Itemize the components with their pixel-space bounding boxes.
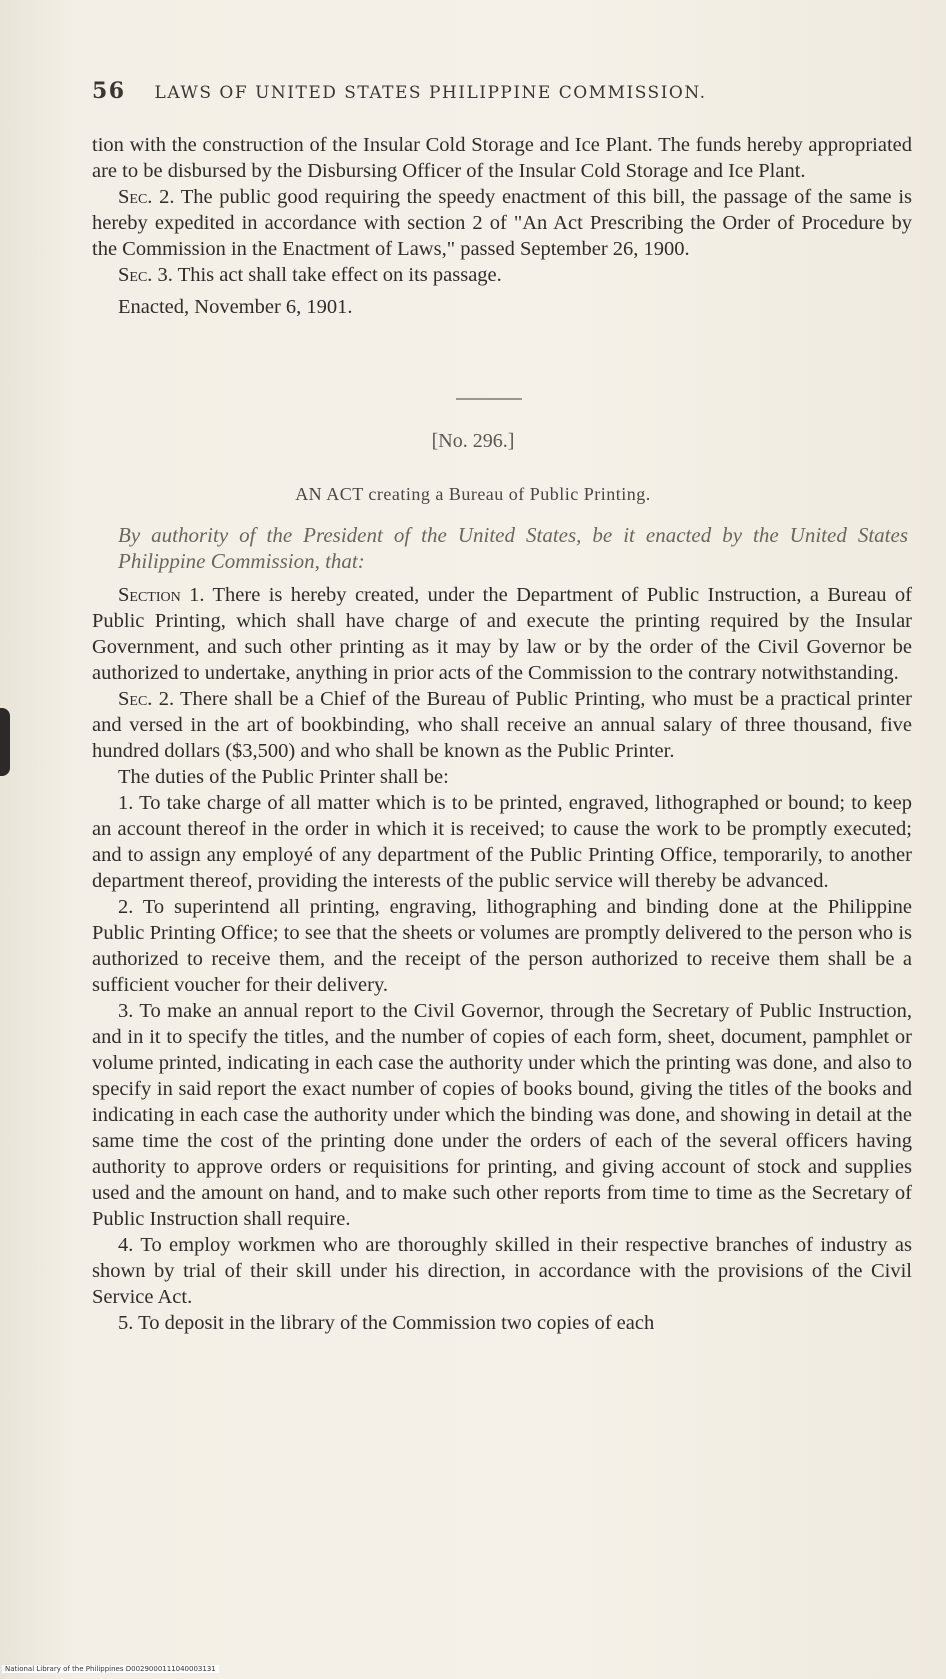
duty-item: 4. To employ workmen who are thoroughly skilled in their respective branches of industry as shown by trial of their skill under his direction, in accordance with the provisions of the Civil Service Act. bbox=[92, 1234, 912, 1308]
page-number: 56 bbox=[92, 78, 126, 104]
section-text: There shall be a Chief of the Bureau of Public Printing, who must be a practical printer and versed in the art of bookbinding, who shall receive an annual salary of three thousand, five hundred dollars ($3,500) and who shall be known as the Public Printer. bbox=[92, 688, 912, 762]
act-title: AN ACT creating a Bureau of Public Printing. bbox=[295, 484, 651, 504]
previous-sec2-paragraph bbox=[92, 184, 912, 262]
section-text: There is hereby created, under the Department of Public Instruction, a Bureau of Public Printing, which shall have charge of and execute the printing required by the Insular Government, and such other printing as it may by law or by the order of the Civil Governor be authorized to undertake, anything in prior acts of the Commission to the contrary notwithstanding. bbox=[92, 584, 912, 684]
section-text: This act shall take effect on its passage. bbox=[177, 264, 502, 286]
running-title: LAWS OF UNITED STATES PHILIPPINE COMMISSION. bbox=[154, 83, 707, 103]
enacting-clause: By authority of the President of the United States, be it enacted by the United States Philippine Commission, that: bbox=[118, 523, 908, 573]
duty-item: 1. To take charge of all matter which is to be printed, engraved, lithographed or bound; to keep an account thereof in the order in which it is received; to cause the work to be promptly executed; and to assign any employé of any department of the Public Printing Office, temporarily, to another department thereof, providing the interests of the public service will thereby be advanced. bbox=[92, 792, 912, 892]
duty-item: 5. To deposit in the library of the Commission two copies of each bbox=[118, 1312, 655, 1334]
section-2-paragraph bbox=[92, 686, 912, 764]
section-label: Section 1. bbox=[118, 584, 205, 606]
section-text: The public good requiring the speedy enactment of this bill, the passage of the same is hereby expedited in accordance with section 2 of "An Act Prescribing the Order of Procedure by the Commission in the Enactment of Laws," passed September 26, 1900. bbox=[92, 186, 912, 260]
section-label: Sec. 2. bbox=[118, 186, 175, 208]
section-1-paragraph bbox=[92, 582, 912, 686]
previous-sec3-paragraph bbox=[92, 262, 912, 288]
duty-item: 2. To superintend all printing, engraving, lithographing and binding done at the Philippine Public Printing Office; to see that the sheets or volumes are promptly delivered to the person who is authorized to receive them, and the receipt of the person authorized to receive them shall be a sufficient voucher for their delivery. bbox=[92, 896, 912, 996]
duty-item: 3. To make an annual report to the Civil Governor, through the Secretary of Public Instruction, and in it to specify the titles, and the number of copies of each form, sheet, document, pamphlet or volume printed, indicating in each case the authority under which the printing was done, and also to specify in said report the exact number of copies of books bound, giving the titles of the books and indicating in each case the authority under which the binding was done, and showing in detail at the same time the cost of the printing done under the orders of each of the several officers having authority to approve orders or requisitions for printing, and giving account of stock and supplies used and the amount on hand, and to make such other reports from time to time as the Secretary of Public Instruction shall require. bbox=[92, 1000, 912, 1230]
continuation-paragraph: tion with the construction of the Insular Cold Storage and Ice Plant. The funds hereby appropriated are to be disbursed by the Disbursing Officer of the Insular Cold Storage and Ice Plant. bbox=[92, 134, 912, 182]
act-number: [No. 296.] bbox=[431, 430, 515, 452]
previous-act-text bbox=[92, 132, 912, 320]
duties-intro: The duties of the Public Printer shall be: bbox=[118, 766, 449, 788]
section-label: Sec. 2. bbox=[118, 688, 175, 710]
page-header bbox=[92, 78, 827, 104]
enacted-date: Enacted, November 6, 1901. bbox=[118, 296, 353, 318]
scan-credit: National Library of the Philippines D0029000111040003131 bbox=[2, 1665, 219, 1673]
act-body bbox=[92, 582, 912, 1336]
page-edge-mark bbox=[0, 708, 10, 776]
section-divider bbox=[456, 398, 522, 400]
section-label: Sec. 3. bbox=[118, 264, 173, 286]
